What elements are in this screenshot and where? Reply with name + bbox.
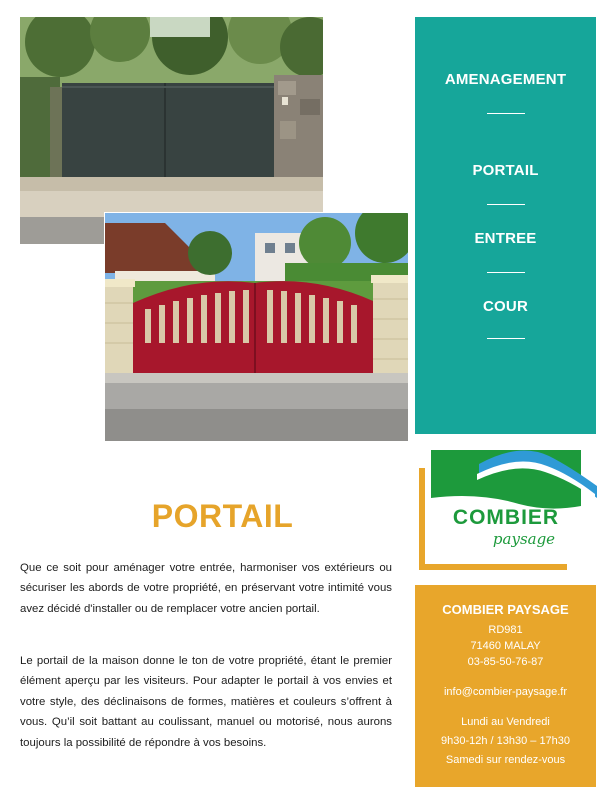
contact-city: 71460 MALAY [470, 640, 541, 652]
contact-email[interactable]: info@combier-paysage.fr [443, 686, 568, 698]
menu-divider [487, 113, 525, 114]
intro-paragraph: Que ce soit pour aménager votre entrée, harmoniser vos extérieurs ou sécuriser les abords de votre propriété, en préservant votre intimité vous avez décidé d'installer ou de remplacer votre ancien portail. [20, 562, 392, 615]
contact-phone[interactable]: 03-85-50-76-87 [467, 656, 544, 668]
logo-wordmark: COMBIER [452, 506, 560, 529]
menu-item-portail[interactable]: PORTAIL [472, 162, 539, 179]
menu-divider [487, 338, 525, 339]
page-title: PORTAIL [151, 498, 294, 534]
contact-panel [415, 585, 596, 787]
contact-saturday: Samedi sur rendez-vous [445, 754, 566, 766]
contact-hours: 9h30-12h / 13h30 – 17h30 [440, 735, 571, 747]
gate-photo-red [105, 213, 408, 441]
menu-panel [415, 17, 596, 434]
description-paragraph: Le portail de la maison donne le ton de votre propriété, étant le premier élément aperçu par les visiteurs. Pour adapter le portail à vos envies et votre style, des déclinaisons de formes, matières et couleurs s’offrent à vous. Qu’il soit battant au coulissant, manuel ou motorisé, nous aurons toujours la possibilité de répondre à vos besoins. [20, 655, 392, 749]
menu-item-amenagement[interactable]: AMENAGEMENT [444, 71, 567, 88]
menu-item-entree[interactable]: ENTREE [474, 230, 537, 247]
menu-item-cour[interactable]: COUR [483, 298, 528, 315]
company-logo [419, 446, 597, 570]
menu-divider [487, 204, 525, 205]
contact-days: Lundi au Vendredi [461, 716, 550, 728]
gate-photo-grey [20, 17, 323, 244]
contact-company: COMBIER PAYSAGE [442, 602, 569, 617]
logo-tagline: paysage [492, 530, 556, 548]
contact-road: RD981 [488, 624, 523, 636]
menu-divider [487, 272, 525, 273]
